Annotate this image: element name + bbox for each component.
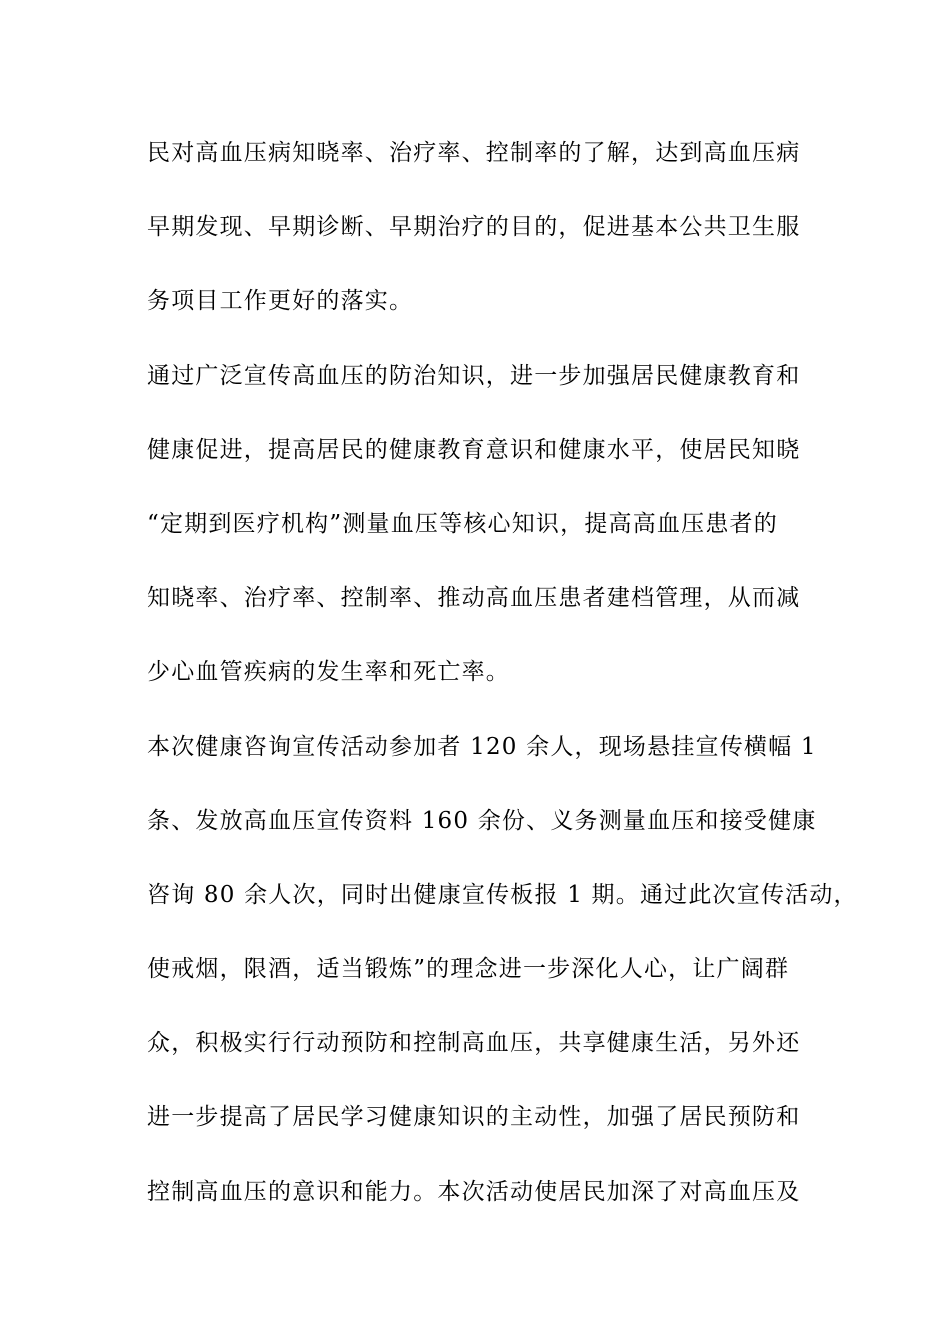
- text-line-9: 本次健康咨询宣传活动参加者 120 余人，现场悬挂宣传横幅 1: [147, 733, 817, 760]
- text-line-11: 咨询 80 余人次，同时出健康宣传板报 1 期。通过此次宣传活动，: [147, 881, 858, 908]
- text-line-2: 早期发现、早期诊断、早期治疗的目的，促进基本公共卫生服: [147, 214, 801, 241]
- text-line-12: 使戒烟，限酒，适当锻炼”的理念进一步深化人心，让广阔群: [147, 956, 790, 983]
- text-line-6: “定期到医疗机构”测量血压等核心知识，提高高血压患者的: [147, 510, 778, 537]
- text-line-5: 健康促进，提高居民的健康教育意识和健康水平，使居民知晓: [147, 436, 801, 463]
- text-line-10: 条、发放高血压宣传资料 160 余份、义务测量血压和接受健康: [147, 807, 817, 834]
- document-body: [147, 126, 858, 1239]
- text-line-7: 知晓率、治疗率、控制率、推动高血压患者建档管理，从而减: [147, 585, 801, 612]
- text-line-13: 众，积极实行行动预防和控制高血压，共享健康生活，另外还: [147, 1030, 801, 1057]
- text-line-8: 少心血管疾病的发生率和死亡率。: [147, 659, 510, 686]
- text-line-3: 务项目工作更好的落实。: [147, 288, 414, 315]
- text-line-4: 通过广泛宣传高血压的防治知识，进一步加强居民健康教育和: [147, 362, 801, 389]
- text-line-1: 民对高血压病知晓率、治疗率、控制率的了解，达到高血压病: [147, 140, 801, 166]
- text-line-14: 进一步提高了居民学习健康知识的主动性，加强了居民预防和: [147, 1104, 801, 1131]
- text-line-15: 控制高血压的意识和能力。本次活动使居民加深了对高血压及: [147, 1178, 801, 1205]
